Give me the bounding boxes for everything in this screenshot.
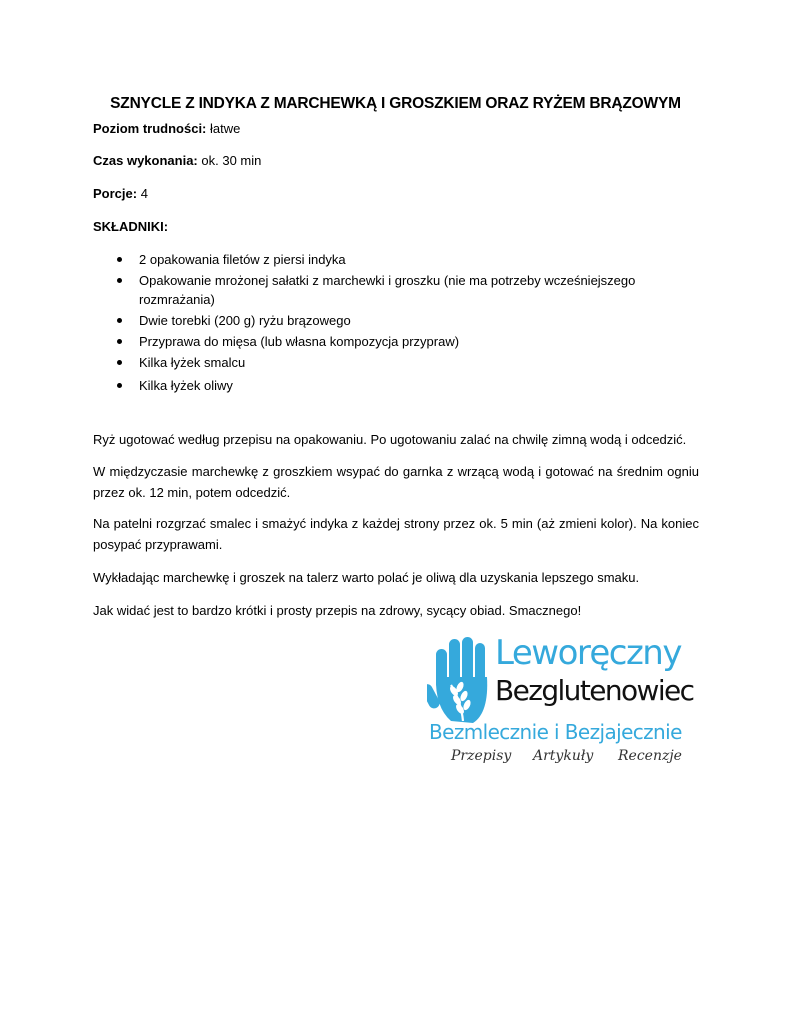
- ingredient-item: Opakowanie mrożonej sałatki z marchewki i groszku (nie ma potrzeby wcześniejszego rozmrażania): [93, 271, 653, 309]
- ingredient-item: Kilka łyżek smalcu: [93, 353, 653, 372]
- logo-title: Leworęczny: [495, 633, 681, 673]
- logo-nav-przepisy: Przepisy: [451, 748, 512, 764]
- brand-logo: [425, 632, 700, 772]
- servings-line: [93, 186, 148, 201]
- difficulty-label: Poziom trudności:: [93, 121, 207, 136]
- step-paragraph: Jak widać jest to bardzo krótki i prosty przepis na zdrowy, sycący obiad. Smacznego!: [93, 603, 582, 618]
- ingredient-item: Dwie torebki (200 g) ryżu brązowego: [93, 311, 653, 330]
- difficulty-value: łatwe: [210, 121, 241, 136]
- logo-subtitle: Bezglutenowiec: [495, 674, 694, 707]
- ingredient-item: Kilka łyżek oliwy: [93, 376, 653, 395]
- step-paragraph: Wykładając marchewkę i groszek na talerz warto polać je oliwą dla uzyskania lepszego smaku.: [93, 570, 640, 585]
- step-paragraph: Ryż ugotować według przepisu na opakowaniu. Po ugotowaniu zalać na chwilę zimną wodą i odcedzić.: [93, 432, 687, 447]
- difficulty-line: [93, 121, 240, 136]
- step-paragraph: W międzyczasie marchewkę z groszkiem wsypać do garnka z wrzącą wodą i gotować na średnim ogniu przez ok. 12 min, potem odcedzić.: [93, 464, 699, 500]
- logo-nav: [451, 748, 691, 770]
- ingredients-list: [93, 250, 653, 397]
- time-label: Czas wykonania:: [93, 153, 198, 168]
- logo-tagline: Bezmlecznie i Bezjajecznie: [429, 720, 682, 744]
- ingredient-item: 2 opakowania filetów z piersi indyka: [93, 250, 653, 269]
- time-value: ok. 30 min: [201, 153, 262, 168]
- servings-value: 4: [140, 186, 148, 201]
- logo-nav-recenzje: Recenzje: [618, 748, 682, 764]
- step-paragraph: Na patelni rozgrzać smalec i smażyć indyka z każdej strony przez ok. 5 min (aż zmieni kolor). Na koniec posypać przyprawami.: [93, 516, 699, 552]
- ingredient-item: Przyprawa do mięsa (lub własna kompozycja przypraw): [93, 332, 653, 351]
- hand-wheat-icon: [427, 637, 493, 727]
- time-line: [93, 153, 261, 168]
- ingredients-heading: SKŁADNIKI:: [93, 219, 169, 234]
- recipe-title: SZNYCLE Z INDYKA Z MARCHEWKĄ I GROSZKIEM ORAZ RYŻEM BRĄZOWYM: [110, 95, 681, 112]
- logo-nav-artykuly: Artykuły: [533, 748, 594, 764]
- servings-label: Porcje:: [93, 186, 138, 201]
